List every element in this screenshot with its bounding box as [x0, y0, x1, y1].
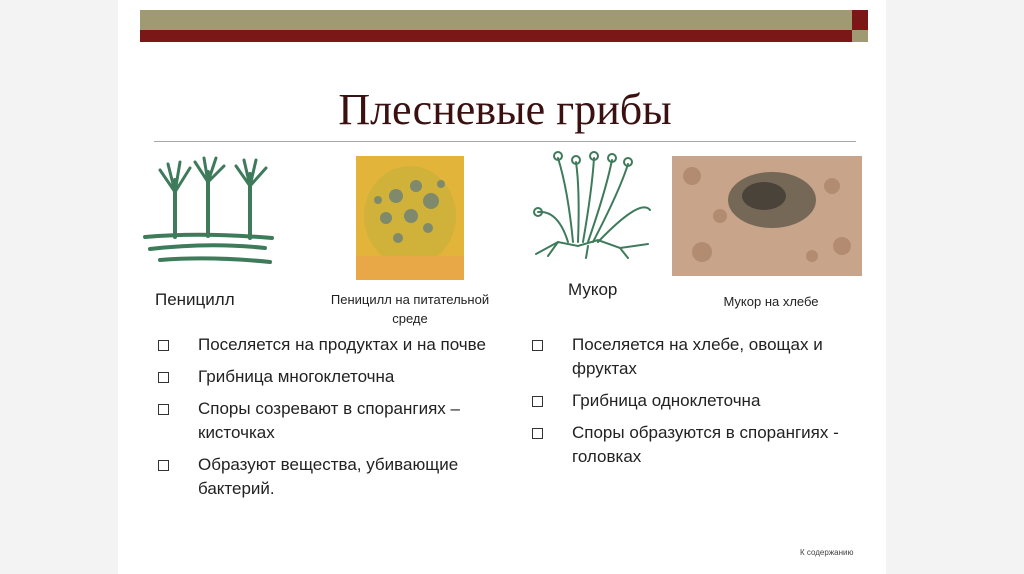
square-bullet-icon: [532, 396, 543, 407]
square-bullet-icon: [158, 460, 169, 471]
square-bullet-icon: [532, 340, 543, 351]
mucor-bread-photo: [672, 156, 862, 276]
mucor-drawing: [528, 150, 662, 260]
header-square-red: [852, 10, 868, 30]
mucor-facts-list: [530, 333, 850, 477]
table-of-contents-link[interactable]: К содержанию: [800, 548, 854, 557]
list-item: Споры созревают в спорангиях – кисточках: [156, 397, 486, 445]
slide-title: Плесневые грибы: [338, 85, 672, 134]
penicillium-drawing: [140, 152, 280, 280]
mucor-label: Мукор: [568, 280, 618, 299]
list-item: Грибница одноклеточна: [530, 389, 850, 413]
penicill-label: Пеницилл: [155, 290, 235, 309]
header-bar-dark: [140, 30, 852, 42]
square-bullet-icon: [158, 340, 169, 351]
square-bullet-icon: [158, 404, 169, 415]
penicill-facts-list: [156, 333, 486, 509]
title-divider: [154, 141, 856, 142]
square-bullet-icon: [532, 428, 543, 439]
mucor-photo-caption: Мукор на хлебе: [723, 294, 819, 309]
penicill-photo-caption: Пеницилл на питательной среде: [330, 292, 490, 326]
list-item: Поселяется на хлебе, овощах и фруктах: [530, 333, 850, 381]
list-item: Споры образуются в спорангиях - головках: [530, 421, 850, 469]
list-item: Поселяется на продуктах и на почве: [156, 333, 486, 357]
header-bar-olive: [140, 10, 852, 30]
list-item: Образуют вещества, убивающие бактерий.: [156, 453, 486, 501]
square-bullet-icon: [158, 372, 169, 383]
penicill-culture-photo: [356, 156, 464, 280]
header-square-olive: [852, 30, 868, 42]
list-item: Грибница многоклеточна: [156, 365, 486, 389]
